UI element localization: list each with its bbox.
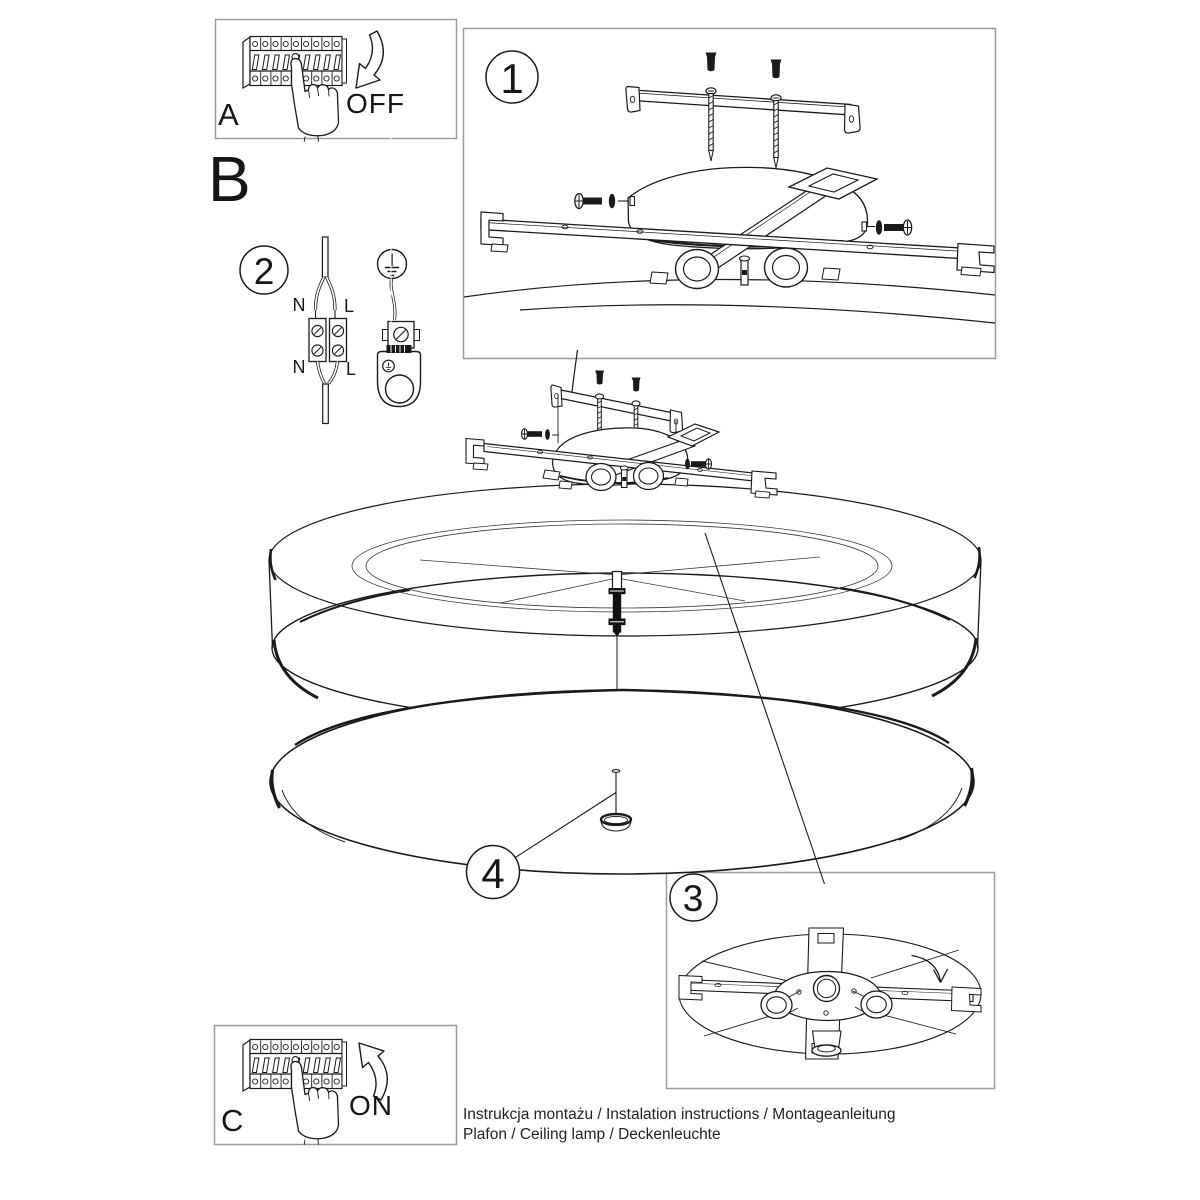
off-arrow-icon — [356, 31, 383, 88]
wire-label-l-bottom: L — [345, 359, 356, 379]
mounting-strap-small — [551, 385, 683, 433]
on-label: ON — [349, 1090, 393, 1121]
diffuser-disc-drawing — [270, 690, 974, 874]
footer-line-1: Instrukcja montażu / Instalation instructions / Montageanleitung — [463, 1106, 896, 1123]
panel-c-label: C — [221, 1103, 244, 1138]
wire-label-n-bottom: N — [292, 357, 306, 377]
wire-label-l-top: L — [343, 296, 354, 316]
threaded-rod-icon — [609, 572, 626, 691]
footer-line-2: Plafon / Ceiling lamp / Deckenleuchte — [463, 1126, 721, 1143]
mains-wire — [572, 350, 578, 393]
canopy-bracket — [378, 352, 421, 407]
section-b-label: B — [208, 143, 251, 215]
step1-mounting-drawing — [464, 51, 995, 323]
wire-split-drawing — [316, 277, 336, 319]
step-3-number: 3 — [682, 878, 704, 919]
ceiling-curve-2 — [520, 305, 995, 323]
side-screw-left-icon — [575, 194, 635, 209]
wall-anchor-icon — [771, 60, 782, 79]
lampshade-drum-drawing — [269, 484, 981, 723]
ceiling-curve — [464, 279, 995, 297]
main-exploded-view — [269, 350, 981, 899]
off-label: OFF — [346, 88, 405, 119]
step-1-number: 1 — [500, 55, 524, 102]
side-screw-left-icon — [522, 429, 560, 440]
terminal-block-drawing — [309, 319, 347, 362]
inner-ring-drawing — [352, 520, 892, 612]
lamp-holders-drawing — [650, 248, 840, 289]
ground-wire — [391, 279, 395, 320]
side-screw-right-icon — [862, 220, 912, 235]
wire-join-drawing — [318, 362, 338, 424]
wall-anchor-icon — [632, 378, 641, 392]
wire-label-n-top: N — [292, 295, 306, 315]
mounting-strap-drawing — [626, 87, 860, 134]
panel-a-label: A — [218, 97, 239, 132]
step-2-number: 2 — [253, 251, 275, 292]
ground-symbol-icon — [378, 250, 407, 279]
ceiling-mount-assembly-drawing — [466, 371, 777, 499]
step-4-number: 4 — [481, 850, 505, 897]
supply-wire — [322, 237, 328, 277]
panel-a-drawing — [243, 31, 383, 142]
wall-anchor-icon — [706, 53, 717, 72]
wall-anchor-icon — [595, 371, 604, 385]
